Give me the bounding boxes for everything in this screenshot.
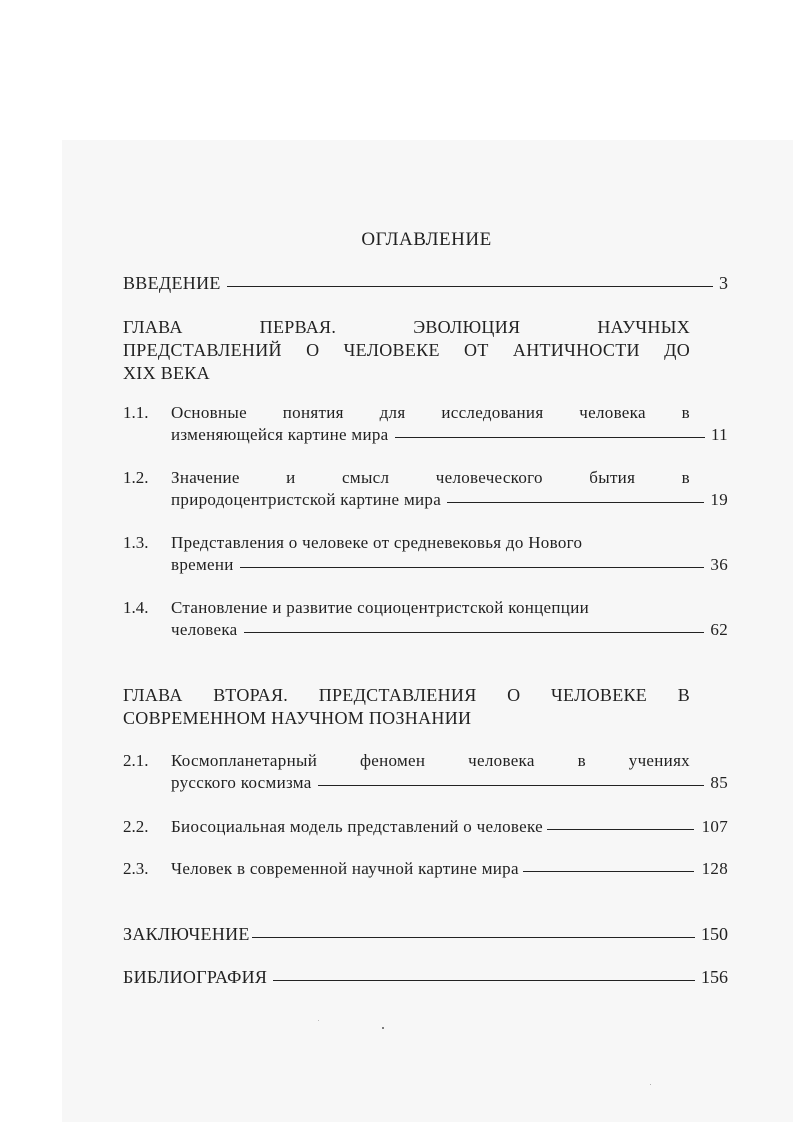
section-number: 1.3. xyxy=(123,533,149,552)
dot-leader xyxy=(244,632,705,633)
section-title-line: Человек в современной научной картине мира xyxy=(171,859,519,878)
dot-leader xyxy=(318,785,705,786)
toc-entry-introduction[interactable] xyxy=(123,272,728,294)
section-title-line: времени xyxy=(171,555,234,574)
section-title-line: Космопланетарный феномен человека в учениях xyxy=(171,751,690,770)
chapter-heading-line: ГЛАВА ПЕРВАЯ. ЭВОЛЮЦИЯ НАУЧНЫХ xyxy=(123,317,690,337)
toc-entry-label: БИБЛИОГРАФИЯ xyxy=(123,967,268,987)
dot-leader xyxy=(547,829,694,830)
chapter-heading-line: XIX ВЕКА xyxy=(123,363,210,383)
toc-page-number: 150 xyxy=(701,924,728,944)
section-number: 2.1. xyxy=(123,751,149,770)
toc-page-number: 107 xyxy=(701,817,728,836)
chapter-heading-line: ГЛАВА ВТОРАЯ. ПРЕДСТАВЛЕНИЯ О ЧЕЛОВЕКЕ В xyxy=(123,685,690,705)
toc-entry-bibliography[interactable] xyxy=(123,966,728,988)
toc-entry-label: ЗАКЛЮЧЕНИЕ xyxy=(123,924,250,944)
section-number: 1.1. xyxy=(123,403,149,422)
toc-page-number: 36 xyxy=(710,555,728,574)
toc-page-number: 62 xyxy=(710,620,728,639)
section-title-line: человека xyxy=(171,620,238,639)
chapter-1-heading[interactable] xyxy=(123,316,690,385)
section-title-line: Становление и развитие социоцентристской концепции xyxy=(171,598,589,617)
section-number: 2.3. xyxy=(123,859,149,878)
dot-leader xyxy=(395,437,706,438)
section-title-line: русского космизма xyxy=(171,773,312,792)
toc-page-number: 11 xyxy=(711,425,728,444)
scan-speck xyxy=(318,1020,319,1021)
dot-leader xyxy=(523,871,694,872)
toc-page-number: 156 xyxy=(701,967,728,987)
section-title-line: Значение и смысл человеческого бытия в xyxy=(171,468,690,487)
dot-leader xyxy=(273,980,695,981)
dot-leader xyxy=(447,502,704,503)
section-number: 1.2. xyxy=(123,468,149,487)
toc-entry-label: ВВЕДЕНИЕ xyxy=(123,273,221,293)
section-number: 2.2. xyxy=(123,817,149,836)
chapter-heading-line: СОВРЕМЕННОМ НАУЧНОМ ПОЗНАНИИ xyxy=(123,708,472,728)
scan-speck xyxy=(650,1084,651,1085)
toc-page-number: 85 xyxy=(710,773,728,792)
chapter-2-heading[interactable] xyxy=(123,684,690,730)
scan-speck xyxy=(382,1027,384,1029)
toc-entry-conclusion[interactable] xyxy=(123,923,728,945)
section-title-line: Представления о человеке от средневековья до Нового xyxy=(171,533,583,552)
dot-leader xyxy=(252,937,695,938)
chapter-heading-line: ПРЕДСТАВЛЕНИЙ О ЧЕЛОВЕКЕ ОТ АНТИЧНОСТИ ДО xyxy=(123,340,690,360)
page-title: ОГЛАВЛЕНИЕ xyxy=(361,229,492,250)
section-number: 1.4. xyxy=(123,598,149,617)
dot-leader xyxy=(240,567,705,568)
dot-leader xyxy=(227,286,713,287)
toc-page-number: 19 xyxy=(710,490,728,509)
section-title-line: изменяющейся картине мира xyxy=(171,425,389,444)
toc-page-number: 3 xyxy=(719,273,728,293)
toc-page-number: 128 xyxy=(701,859,728,878)
section-title-line: природоцентристской картине мира xyxy=(171,490,442,509)
section-title-line: Биосоциальная модель представлений о человеке xyxy=(171,817,543,836)
section-title-line: Основные понятия для исследования человека в xyxy=(171,403,690,422)
